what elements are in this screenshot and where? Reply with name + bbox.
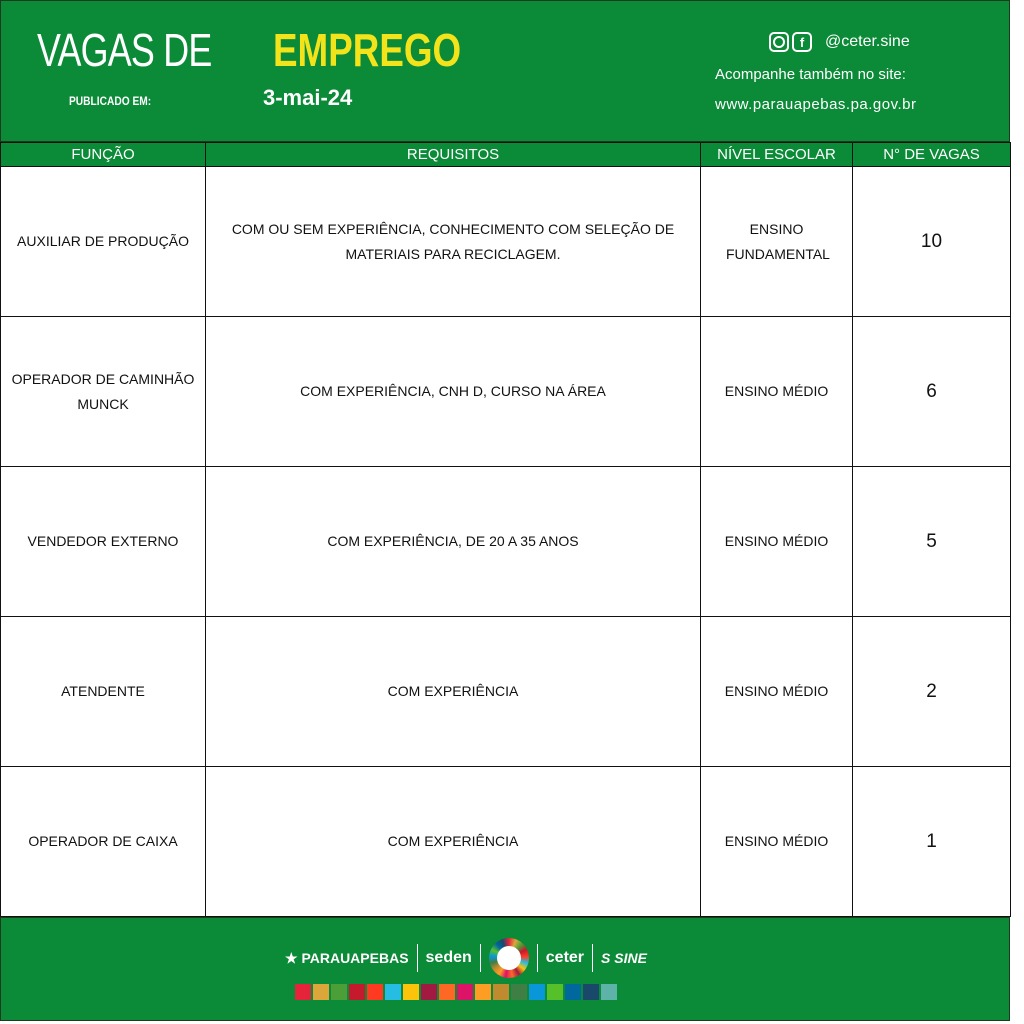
- cell-requisitos: COM EXPERIÊNCIA: [206, 617, 701, 767]
- sdg-goal-icon: [403, 984, 419, 1000]
- sdg-goal-icon: [529, 984, 545, 1000]
- cell-nivel-escolar: ENSINO MÉDIO: [701, 467, 853, 617]
- sdg-goal-icon: [601, 984, 617, 1000]
- site-label: Acompanhe também no site:: [715, 66, 906, 83]
- sdg-goal-icon: [565, 984, 581, 1000]
- sdg-goal-icon: [295, 984, 311, 1000]
- sdg-goal-icon: [385, 984, 401, 1000]
- social-handle: @ceter.sine: [825, 33, 910, 50]
- col-vagas: N° DE VAGAS: [853, 143, 1011, 167]
- logo-sine: S SINE: [601, 950, 647, 966]
- table-row: [1, 467, 1011, 617]
- sdg-goal-icon: [421, 984, 437, 1000]
- cell-requisitos: COM EXPERIÊNCIA, DE 20 A 35 ANOS: [206, 467, 701, 617]
- footer-banner: [0, 917, 1010, 1021]
- sdg-goal-icon: [583, 984, 599, 1000]
- cell-funcao: AUXILIAR DE PRODUÇÃO: [1, 167, 206, 317]
- sdg-goal-icon: [475, 984, 491, 1000]
- table-row: [1, 617, 1011, 767]
- cell-vagas: 1: [853, 767, 1011, 917]
- sdg-goal-icon: [439, 984, 455, 1000]
- logo-ceter: ceter: [545, 949, 585, 966]
- cell-vagas: 6: [853, 317, 1011, 467]
- cell-nivel-escolar: ENSINO MÉDIO: [701, 617, 853, 767]
- divider: [417, 944, 418, 972]
- col-nivel-escolar: NÍVEL ESCOLAR: [701, 143, 853, 167]
- divider: [537, 944, 538, 972]
- table-row: [1, 167, 1011, 317]
- sdg-goal-icon: [367, 984, 383, 1000]
- cell-vagas: 2: [853, 617, 1011, 767]
- divider: [480, 944, 481, 972]
- cell-funcao: ATENDENTE: [1, 617, 206, 767]
- title-vagas-de: VAGAS DE: [37, 24, 212, 76]
- sdg-goal-icon: [349, 984, 365, 1000]
- cell-nivel-escolar: ENSINO MÉDIO: [701, 317, 853, 467]
- sdg-goal-icon: [511, 984, 527, 1000]
- published-date: 3-mai-24: [263, 85, 353, 110]
- sdg-goal-icon: [493, 984, 509, 1000]
- instagram-icon[interactable]: [769, 32, 789, 52]
- cell-requisitos: COM OU SEM EXPERIÊNCIA, CONHECIMENTO COM SELEÇÃO DE MATERIAIS PARA RECICLAGEM.: [206, 167, 701, 317]
- table-row: [1, 317, 1011, 467]
- cell-nivel-escolar: ENSINO MÉDIO: [701, 767, 853, 917]
- site-url[interactable]: www.parauapebas.pa.gov.br: [715, 96, 917, 113]
- cell-vagas: 5: [853, 467, 1011, 617]
- table-row: [1, 767, 1011, 917]
- cell-funcao: OPERADOR DE CAMINHÃO MUNCK: [1, 317, 206, 467]
- cell-requisitos: COM EXPERIÊNCIA, CNH D, CURSO NA ÁREA: [206, 317, 701, 467]
- sdg-icons: [295, 984, 617, 1000]
- job-table: [0, 142, 1011, 917]
- col-requisitos: REQUISITOS: [206, 143, 701, 167]
- facebook-icon[interactable]: f: [792, 32, 812, 52]
- sdg-goal-icon: [313, 984, 329, 1000]
- partner-logos: [285, 938, 647, 978]
- published-label: PUBLICADO EM:: [69, 94, 152, 108]
- cell-funcao: OPERADOR DE CAIXA: [1, 767, 206, 917]
- table-header-row: [1, 143, 1011, 167]
- title-emprego: EMPREGO: [273, 24, 462, 76]
- sdg-goal-icon: [457, 984, 473, 1000]
- cell-requisitos: COM EXPERIÊNCIA: [206, 767, 701, 917]
- divider: [592, 944, 593, 972]
- sdg-goal-icon: [547, 984, 563, 1000]
- logo-parauapebas: ★ PARAUAPEBAS: [285, 949, 409, 966]
- sdg-wheel-logo: [489, 938, 529, 978]
- cell-nivel-escolar: ENSINO FUNDAMENTAL: [701, 167, 853, 317]
- cell-vagas: 10: [853, 167, 1011, 317]
- cell-funcao: VENDEDOR EXTERNO: [1, 467, 206, 617]
- social-links: [769, 32, 910, 52]
- col-funcao: FUNÇÃO: [1, 143, 206, 167]
- logo-seden: seden: [425, 949, 472, 966]
- sdg-goal-icon: [331, 984, 347, 1000]
- header-banner: [0, 0, 1010, 142]
